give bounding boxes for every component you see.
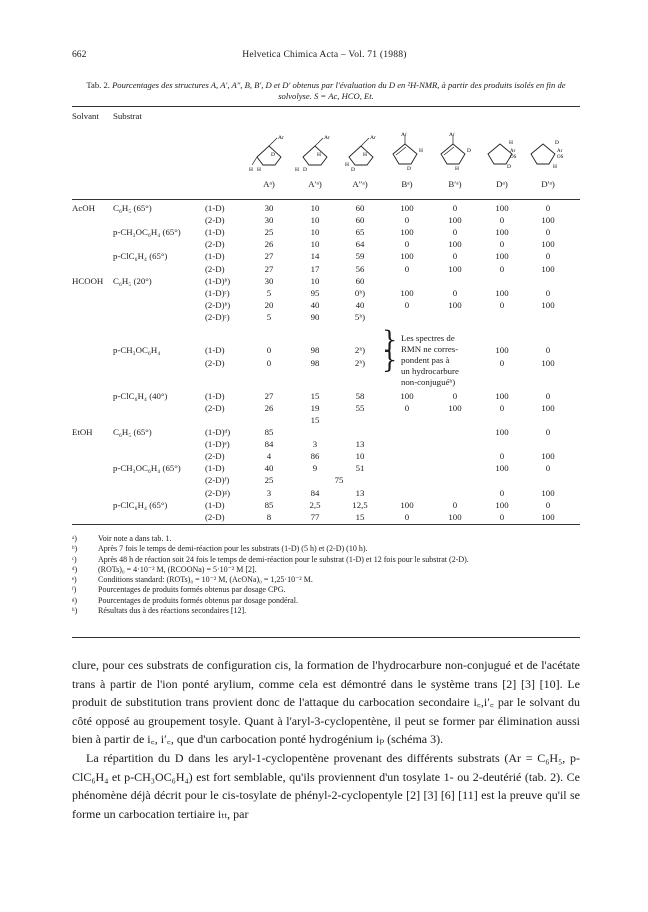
value-cell: 60 (355, 215, 365, 226)
value-cell: 65 (355, 227, 365, 238)
deuteration-label: (1-D) (205, 463, 225, 474)
deuteration-label: (1-D) (205, 345, 225, 356)
value-cell: 0 (499, 239, 505, 250)
value-cell: 10 (310, 203, 320, 213)
value-cell: 85 (264, 427, 274, 437)
value-cell: 100 (495, 227, 509, 238)
value-cell: 0 (404, 239, 410, 250)
value-cell: 26 (264, 239, 274, 250)
value-cell: 84 (264, 439, 274, 450)
value-cell: 100 (448, 263, 462, 274)
deuteration-label: (2-D) (205, 239, 225, 250)
value-cell: 100 (495, 499, 509, 510)
value-cell: 0 (499, 511, 505, 522)
deuteration-label: (2-D) (205, 451, 225, 462)
value-cell: 30 (264, 203, 274, 213)
value-cell: 100 (495, 345, 509, 356)
solvent-label: AcOH (72, 203, 95, 213)
structure-D-prime-drawing (525, 132, 569, 172)
value-cell: 100 (495, 390, 509, 401)
header-substrat: Substrat (113, 111, 142, 121)
rmn-note-line: RMN ne corres- (401, 344, 459, 354)
value-cell: 0 (404, 215, 410, 226)
struct-d-ar: Ar (510, 149, 516, 154)
structure-A-prime-drawing (295, 132, 335, 172)
struct-a2-h2: H (345, 162, 349, 168)
value-cell: 10 (355, 451, 365, 462)
value-cell: 56 (355, 263, 365, 274)
structure-B-prime-drawing (435, 132, 475, 172)
value-cell: 3 (312, 439, 318, 450)
structure-label: Bᵃ) (401, 179, 413, 189)
substrate-label: p-CH₃OC₆H₄ (65°) (113, 463, 181, 474)
value-cell: 100 (400, 227, 414, 238)
deuteration-label: (1-D) (205, 390, 225, 401)
footnote-text: Pourcentages de produits formés obtenus par dosage pondéral. (98, 595, 298, 605)
struct-a1-ar: Ar (324, 135, 330, 141)
struct-d1-h: H (553, 164, 557, 170)
value-cell: 100 (400, 499, 414, 510)
struct-b1-ar: Ar (449, 132, 455, 138)
value-cell: 0 (266, 357, 272, 368)
value-cell: 0 (545, 499, 551, 510)
struct-d1-os: OS (557, 155, 564, 160)
value-cell: 0 (545, 227, 551, 238)
value-cell: 100 (448, 511, 462, 522)
value-cell: 15 (355, 511, 365, 522)
substrate-label: p-ClC₆H₄ (65°) (113, 499, 168, 510)
value-cell: 0 (545, 345, 551, 356)
footnote (72, 565, 580, 575)
value-cell: 100 (495, 203, 509, 213)
value-cell: 100 (495, 427, 509, 437)
rmn-note-line: non-conjuguéʰ) (401, 377, 456, 387)
value-cell: 100 (541, 487, 555, 498)
structure-D-drawing (482, 132, 522, 172)
value-cell: 100 (541, 402, 555, 413)
value-cell: 84 (310, 487, 320, 498)
value-cell: 90 (310, 312, 320, 323)
page-number: 662 (72, 49, 87, 60)
value-cell: 2ʰ) (354, 357, 366, 368)
struct-b-ar: Ar (401, 132, 407, 138)
value-cell: 13 (355, 487, 365, 498)
footnote (72, 585, 580, 595)
footnote-text: (ROTs)₀ = 4·10⁻² M, (RCOONa) = 5·10⁻² M [2]. (98, 564, 257, 574)
value-cell: 40 (264, 463, 274, 474)
deuteration-label: (1-D)ᵇ) (205, 276, 231, 286)
deuteration-label: (2-D)ᵍ) (205, 487, 231, 498)
value-cell: 58 (355, 390, 365, 401)
value-cell: 100 (541, 300, 555, 311)
value-cell: 0 (499, 451, 505, 462)
value-cell: 0 (499, 215, 505, 226)
deuteration-label: (2-D) (205, 263, 225, 274)
brace-right: } (382, 346, 398, 374)
value-cell: 2ʰ) (354, 345, 366, 356)
value-cell: 40 (310, 300, 320, 311)
value-cell: 98 (310, 345, 320, 356)
value-cell: 100 (448, 402, 462, 413)
footnote-marker: ᶜ) (72, 554, 77, 564)
value-cell: 0 (545, 427, 551, 437)
deuteration-label: (1-D) (205, 499, 225, 510)
structure-A-double-prime-drawing (341, 132, 381, 172)
rmn-note-line: pondent pas à (401, 355, 450, 365)
footnote-text: Après 48 h de réaction soit 24 fois le temps de demi-réaction pour le substrat (1-D) et 12 fois pour le substrat (2-D). (98, 554, 469, 564)
structure-label: Dᵃ) (496, 179, 508, 189)
value-cell: 0 (452, 227, 458, 238)
value-cell: 27 (264, 251, 274, 262)
value-cell: 10 (310, 276, 320, 286)
value-cell: 100 (541, 263, 555, 274)
struct-a-d: D (271, 152, 275, 158)
value-cell: 98 (310, 357, 320, 368)
deuteration-label: (2-D)ᶜ) (205, 312, 230, 323)
footnote (72, 596, 580, 606)
value-cell: 86 (310, 451, 320, 462)
footnote-marker: ʰ) (72, 606, 78, 616)
value-cell: 0 (452, 499, 458, 510)
value-cell: 0 (499, 487, 505, 498)
footnote-text: Conditions standard: (ROTs)₀ = 10⁻² M, (AcONa)₀ = 1,25·10⁻² M. (98, 575, 313, 585)
brace-right: } (382, 326, 398, 354)
value-cell: 0 (404, 300, 410, 311)
value-cell: 100 (541, 357, 555, 368)
value-cell: 51 (355, 463, 365, 474)
deuteration-label: (1-D) (205, 251, 225, 262)
value-cell: 8 (266, 511, 272, 522)
value-cell: 60 (355, 203, 365, 213)
value-cell: 10 (310, 227, 320, 238)
footnote (72, 606, 580, 616)
value-cell: 0 (266, 345, 272, 356)
struct-a-ar: Ar (278, 135, 284, 141)
deuteration-label: (1-D)ᵉ) (205, 439, 230, 450)
rmn-note-line: Les spectres de (401, 333, 455, 343)
journal-title: Helvetica Chimica Acta – Vol. 71 (1988) (242, 49, 407, 60)
value-cell: 10 (310, 239, 320, 250)
value-cell: 0 (545, 390, 551, 401)
value-cell: 100 (495, 463, 509, 474)
struct-a2-h: H (363, 152, 367, 158)
deuteration-label: (2-D) (205, 511, 225, 522)
value-cell: 12,5 (352, 499, 368, 510)
value-cell: 27 (264, 263, 274, 274)
value-cell: 0 (545, 288, 551, 299)
deuteration-label: (1-D) (205, 227, 225, 238)
value-cell: 100 (400, 251, 414, 262)
value-cell: 4 (266, 451, 272, 462)
value-cell: 17 (310, 263, 320, 274)
value-cell: 0 (545, 251, 551, 262)
value-cell: 59 (355, 251, 365, 262)
value-cell: 100 (541, 215, 555, 226)
value-cell: 30 (264, 276, 274, 286)
value-cell: 0 (452, 390, 458, 401)
value-cell: 10 (310, 215, 320, 226)
value-cell: 0 (499, 357, 505, 368)
deuteration-label: (2-D)ᵇ) (205, 300, 231, 311)
substrate-label: C₆H₅ (65°) (113, 203, 152, 213)
value-cell: 95 (310, 288, 320, 299)
footnote-text: Après 7 fois le temps de demi-réaction pour les substrats (1-D) (5 h) et (2-D) (10 h). (98, 544, 368, 554)
value-cell: 5ʰ) (354, 312, 366, 323)
footnote-text: Pourcentages de produits formés obtenus par dosage CPG. (98, 585, 286, 595)
structure-label: B′ᵃ) (448, 179, 462, 189)
substrate-label: C₆H₅ (65°) (113, 427, 152, 437)
struct-a1-h: H (317, 152, 321, 158)
value-cell: 27 (264, 390, 274, 401)
value-cell: 26 (264, 402, 274, 413)
struct-a-h2: H (257, 167, 261, 172)
value-cell: 14 (310, 251, 320, 262)
value-cell: 20 (264, 300, 274, 311)
deuteration-label: (1-D)ᶜ) (205, 288, 230, 299)
body-paragraph-2: La répartition du D dans les aryl-1-cyclopentène provenant des différents substrats (Ar = C₆H₅, p-ClC₆H₄ et p-CH₃OC₆H₄) est fort semblable, qu'ils proviennent d'un tosylate 1- ou 2-deutérié (tab. 2). Ce phénomène déjà décrit pour le cis-tosylate de phényl-2-cyclopentyle [2] [3] [6] [11] est la preuve qu'il se forme un carbocation tertiaire iₜₜ, par (72, 750, 580, 821)
deuteration-label: (2-D) (205, 357, 225, 368)
structure-B-drawing (387, 132, 427, 172)
body-paragraph-1: clure, pour ces substrats de configuration cis, la formation de l'hydrocarbure non-conjugué et de l'acétate trans à partir de l'ion ponté arylium, comme cela est démontré dans le système trans [2] [3] [10]. Le produit de substitution trans provient donc de l'attaque du carbocation secondaire i꜀,i′꜀ par le solvant du côté opposé au groupement tosyle. Quant à l'aryl-3-cyclopentène, il peut se former par élimination aussi bien à partir de i꜀, i′꜀, que d'un carbocation ponté hydrogénium iₚ (schéma 3). (72, 658, 580, 747)
value-cell: 5 (266, 288, 272, 299)
substrate-label: p-CH₃OC₆H₄ (65°) (113, 227, 181, 238)
deuteration-label: (1-D) (205, 203, 225, 213)
table-label: Tab. 2. (86, 80, 110, 90)
value-cell: 100 (448, 215, 462, 226)
value-cell: 0 (545, 203, 551, 213)
value-cell: 30 (264, 215, 274, 226)
value-cell: 100 (541, 239, 555, 250)
value-cell: 0ʰ) (354, 288, 366, 299)
value-cell: 100 (400, 390, 414, 401)
value-cell: 5 (266, 312, 272, 323)
footnote-marker: ᵃ) (72, 534, 77, 543)
substrate-label: p-ClC₆H₄ (65°) (113, 251, 168, 262)
struct-a1-h2: H (295, 167, 299, 172)
value-cell: 100 (495, 251, 509, 262)
struct-a2-ar: Ar (370, 135, 376, 141)
value-cell: 55 (355, 402, 365, 413)
value-cell: 19 (310, 402, 320, 413)
value-cell: 0 (404, 402, 410, 413)
footnote-marker: ᵈ) (72, 564, 78, 574)
value-cell: 85 (264, 499, 274, 510)
footnote-text: Voir note a dans tab. 1. (98, 534, 172, 543)
structure-label: A″ᵃ) (352, 179, 368, 189)
footnote-marker: ᵉ) (72, 575, 77, 585)
value-cell: 0 (452, 203, 458, 213)
value-cell: 0 (499, 402, 505, 413)
deuteration-label: (1-D)ᵈ) (205, 427, 231, 437)
struct-b1-d: D (467, 148, 471, 154)
header-solvant: Solvant (72, 111, 99, 121)
struct-a1-d: D (303, 167, 307, 172)
solvent-label: EtOH (72, 427, 93, 437)
deuteration-label: (2-D) (205, 402, 225, 413)
structure-A-drawing (249, 132, 289, 172)
struct-a-h1: H (249, 167, 253, 172)
struct-d-d: D (507, 164, 511, 170)
value-cell: 9 (312, 463, 318, 474)
merged-value-etoh-c6h5: 15 (310, 415, 320, 425)
structure-label: A′ᵃ) (308, 179, 322, 189)
value-cell: 100 (495, 288, 509, 299)
value-cell: 100 (448, 239, 462, 250)
value-cell: 100 (448, 300, 462, 311)
table-caption-text: Pourcentages des structures A, A′, A″, B, B′, D et D′ obtenus par l'évaluation du D en ²H-NMR, à partir des produits isolés en fin de solvolyse. S = Ac, HCO, Et. (112, 80, 566, 101)
value-cell: 2,5 (309, 499, 321, 510)
structure-label: Aᵃ) (263, 179, 275, 189)
value-cell: 0 (452, 288, 458, 299)
value-cell: 0 (545, 463, 551, 474)
value-cell: 100 (541, 451, 555, 462)
value-cell: 0 (404, 263, 410, 274)
deuteration-label: (2-D) (205, 215, 225, 226)
footnote-marker: ᵍ) (72, 595, 78, 605)
value-cell: 0 (452, 251, 458, 262)
value-cell: 3 (266, 487, 272, 498)
struct-b-h: H (419, 148, 423, 154)
struct-b1-h: H (455, 166, 459, 172)
solvent-label: HCOOH (72, 276, 104, 286)
value-cell: 15 (310, 390, 320, 401)
rmn-note-line: un hydrocarbure (401, 366, 459, 376)
value-cell: 100 (400, 203, 414, 213)
struct-d-h: H (509, 140, 513, 146)
value-cell: 0 (404, 511, 410, 522)
value-cell: 60 (355, 276, 365, 286)
value-cell: 40 (355, 300, 365, 311)
struct-d-os: OS (510, 155, 517, 160)
value-cell: 0 (499, 263, 505, 274)
struct-b-d: D (407, 166, 411, 172)
value-cell: 25 (264, 227, 274, 238)
footnote-marker: ᵇ) (72, 544, 78, 554)
merged-value-etoh-pmeo: 75 (334, 475, 344, 485)
value-cell: 25 (264, 475, 274, 486)
value-cell: 100 (541, 511, 555, 522)
substrate-label: C₆H₅ (20°) (113, 276, 152, 286)
struct-d1-d: D (555, 140, 559, 146)
footnote (72, 575, 580, 585)
footnote (72, 544, 580, 554)
struct-a2-d: D (351, 167, 355, 172)
substrate-label: p-ClC₆H₄ (40°) (113, 390, 168, 401)
table-footnotes (72, 534, 580, 616)
value-cell: 100 (400, 288, 414, 299)
substrate-label: p-CH₃OC₆H₄ (113, 345, 161, 356)
value-cell: 0 (499, 300, 505, 311)
struct-d1-ar: Ar (557, 149, 563, 154)
footnote (72, 534, 580, 544)
footnote (72, 555, 580, 565)
value-cell: 64 (355, 239, 365, 250)
body-text (72, 656, 580, 823)
footnote-text: Résultats dus à des réactions secondaires [12]. (98, 606, 247, 616)
value-cell: 77 (310, 511, 320, 522)
structure-label: D′ᵃ) (541, 179, 555, 189)
footnote-marker: ᶠ) (72, 585, 77, 595)
deuteration-label: (2-D)ᶠ) (205, 475, 230, 486)
value-cell: 13 (355, 439, 365, 450)
